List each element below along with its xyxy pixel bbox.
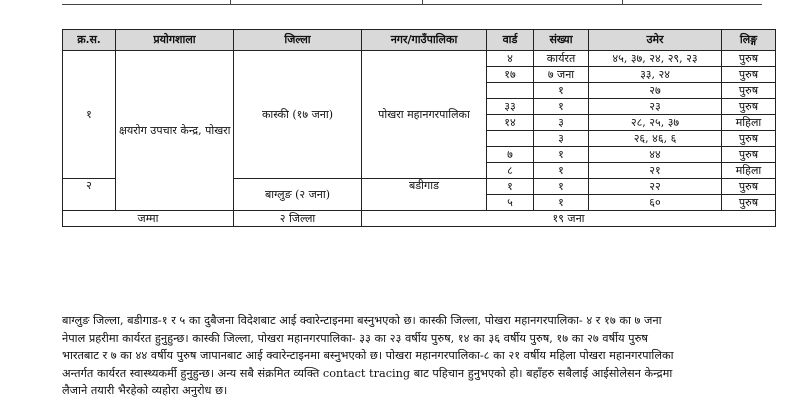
header-count: संख्या — [534, 30, 589, 51]
age-cell: ३३, २४ — [589, 67, 722, 83]
count-cell: ७ जना — [534, 67, 589, 83]
age-cell: २१ — [589, 163, 722, 179]
top-rule-tick — [422, 0, 423, 5]
paragraph-line: नेपाल प्रहरीमा कार्यरत हुनुहुन्छ। कास्की जिल्ला, पोखरा महानगरपालिका- ३३ का २३ वर्षीय पुरुष, १४ का ३६ वर्षीय पुरुष, १७ का २७ वर्षीय पुरुष — [62, 331, 648, 345]
serial-number: २ — [63, 179, 116, 211]
ward-cell: ७ — [487, 147, 534, 163]
total-district: २ जिल्ला — [234, 211, 362, 227]
gender-cell: पुरुष — [722, 99, 776, 115]
gender-cell: पुरुष — [722, 131, 776, 147]
ward-cell: ३३ — [487, 99, 534, 115]
total-count: १९ जना — [362, 211, 776, 227]
header-age: उमेर — [589, 30, 722, 51]
gender-cell: पुरुष — [722, 67, 776, 83]
age-cell: ४५, ३७, २४, २९, २३ — [589, 51, 722, 67]
age-cell: ६० — [589, 195, 722, 211]
count-cell: कार्यरत — [534, 51, 589, 67]
gender-cell: पुरुष — [722, 195, 776, 211]
paragraph-line: लैजाने तयारी भैरहेको व्यहोरा अनुरोध छ। — [62, 384, 228, 397]
header-lab: प्रयोगशाला — [116, 30, 234, 51]
ward-cell: १४ — [487, 115, 534, 131]
district-name: कास्की (१७ जना) — [234, 51, 362, 179]
count-cell: ३ — [534, 131, 589, 147]
age-cell: २३ — [589, 99, 722, 115]
municipality-name: बडीगाड — [362, 179, 487, 211]
district-name: बाग्लुङ (२ जना) — [234, 179, 362, 211]
ward-cell: ४ — [487, 51, 534, 67]
count-cell: ३ — [534, 115, 589, 131]
paragraph-line: बाग्लुङ जिल्ला, बडीगाड-१ र ५ का दुबैजना विदेशबाट आई क्वारेन्टाइनमा बस्नुभएको छ। कास्की जिल्ला, पोखरा महानगरपालिका- ४ र १७ का ७ जना — [62, 314, 662, 327]
header-municipality: नगर/गाउँपालिका — [362, 30, 487, 51]
count-cell: १ — [534, 163, 589, 179]
header-row — [63, 30, 776, 51]
count-cell: १ — [534, 179, 589, 195]
age-cell: २६, ४६, ६ — [589, 131, 722, 147]
top-rule-tick — [622, 0, 623, 5]
count-cell: १ — [534, 147, 589, 163]
ward-cell — [487, 83, 534, 99]
top-rule-tick — [230, 0, 231, 5]
cases-table — [62, 29, 776, 227]
gender-cell: महिला — [722, 163, 776, 179]
serial-number: १ — [63, 51, 116, 179]
gender-cell: पुरुष — [722, 147, 776, 163]
header-district: जिल्ला — [234, 30, 362, 51]
gender-cell: पुरुष — [722, 179, 776, 195]
ward-cell — [487, 131, 534, 147]
lab-name: क्षयरोग उपचार केन्द्र, पोखरा — [116, 51, 234, 211]
gender-cell: पुरुष — [722, 83, 776, 99]
paragraph-line: भारतबाट र ७ का ४४ वर्षीय पुरुष जापानबाट आई क्वारेन्टाइनमा बस्नुभएको छ। पोखरा महानगरपालिका-८ का २१ वर्षीय महिला पोखरा महानगरपालिका — [62, 349, 674, 362]
summary-paragraph — [62, 312, 778, 400]
age-cell: २७ — [589, 83, 722, 99]
count-cell: १ — [534, 99, 589, 115]
header-ward: वार्ड — [487, 30, 534, 51]
ward-cell: ८ — [487, 163, 534, 179]
total-row — [63, 211, 776, 227]
table-row — [63, 51, 776, 67]
ward-cell: १ — [487, 179, 534, 195]
gender-cell: पुरुष — [722, 51, 776, 67]
ward-cell: १७ — [487, 67, 534, 83]
count-cell: १ — [534, 195, 589, 211]
age-cell: २२ — [589, 179, 722, 195]
header-gender: लिङ्ग — [722, 30, 776, 51]
top-rule — [62, 0, 762, 5]
gender-cell: महिला — [722, 115, 776, 131]
municipality-name: पोखरा महानगरपालिका — [362, 51, 487, 179]
count-cell: १ — [534, 83, 589, 99]
total-label: जम्मा — [63, 211, 234, 227]
ward-cell: ५ — [487, 195, 534, 211]
paragraph-line: अन्तर्गत कार्यरत स्वास्थ्यकर्मी हुनुहुन्छ। अन्य सबै संक्रमित व्यक्ति contact tracing बाट पहिचान हुनुभएको हो। बहाँहरु सबैलाई आईसोलेसन केन्द्रमा — [62, 366, 673, 380]
age-cell: ४४ — [589, 147, 722, 163]
age-cell: २८, २५, ३७ — [589, 115, 722, 131]
header-sn: क्र.स. — [63, 30, 116, 51]
